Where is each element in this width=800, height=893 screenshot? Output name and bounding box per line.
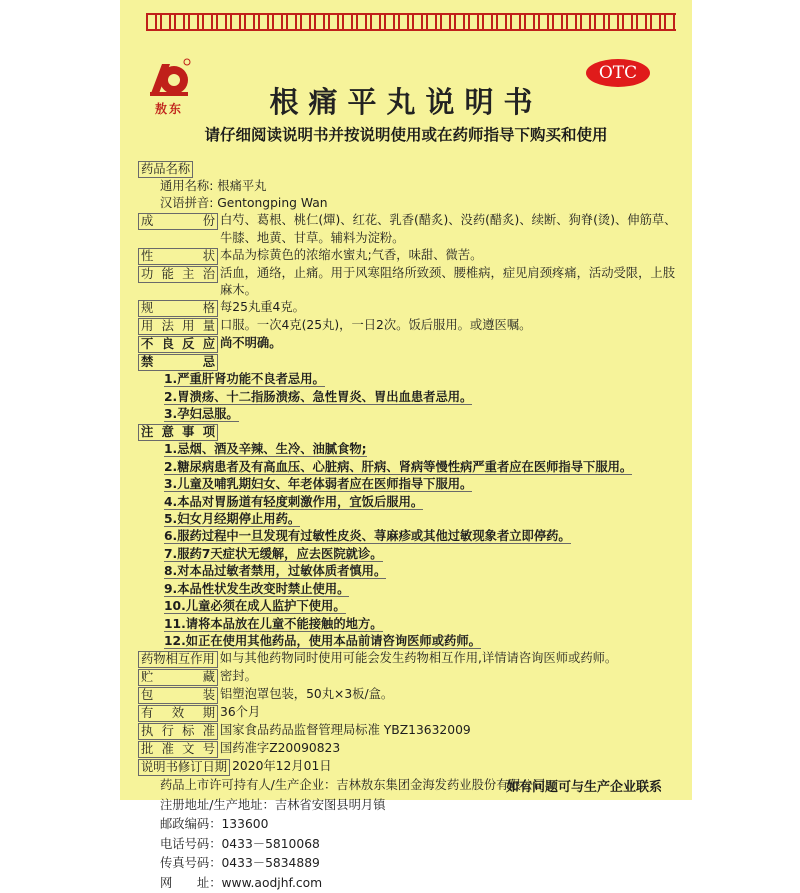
package-label: 包 装 — [138, 687, 218, 704]
list-item: 5.妇女月经期停止用药。 — [164, 512, 301, 527]
standard-label: 执行标准 — [138, 723, 218, 740]
appearance-value: 本品为棕黄色的浓缩水蜜丸;气香，味甜、微苦。 — [220, 247, 483, 262]
composition-label: 成 份 — [138, 213, 218, 230]
greek-key-border — [146, 13, 676, 31]
specification-row — [138, 299, 686, 317]
list-item: 6.服药过程中一旦发现有过敏性皮炎、荨麻疹或其他过敏现象者立即停药。 — [164, 529, 571, 544]
specification-value: 每25丸重4克。 — [220, 300, 305, 315]
indications-row — [138, 265, 686, 299]
precautions-label: 注意事项 — [138, 424, 218, 441]
interactions-value: 如与其他药物同时使用可能会发生药物相互作用,详情请咨询医师或药师。 — [219, 651, 618, 666]
revision-label: 说明书修订日期 — [138, 759, 230, 776]
company-fax: 传真号码：0433－5834889 — [160, 856, 320, 871]
adverse-row — [138, 335, 686, 353]
revision-row — [138, 758, 686, 776]
storage-label: 贮 藏 — [138, 669, 218, 686]
appearance-row — [138, 247, 686, 265]
common-name-value: 根痛平丸 — [217, 179, 267, 193]
approval-row — [138, 740, 686, 758]
adverse-label: 不良反应 — [138, 336, 218, 353]
pinyin-row — [138, 195, 686, 212]
list-item: 9.本品性状发生改变时禁止使用。 — [164, 581, 350, 596]
indications-value: 活血，通络，止痛。用于风寒阻络所致颈、腰椎病，症见肩颈疼痛，活动受限，上肢麻木。 — [220, 265, 675, 298]
leaflet-sheet — [120, 0, 692, 890]
adverse-value: 尚不明确。 — [220, 336, 282, 351]
composition-row — [138, 212, 686, 246]
approval-label: 批准文号 — [138, 741, 218, 758]
list-item: 12.如正在使用其他药品，使用本品前请咨询医师或药师。 — [164, 633, 481, 648]
list-item: 11.请将本品放在儿童不能接触的地方。 — [164, 616, 383, 631]
package-value: 铝塑泡罩包装，50丸×3板/盒。 — [220, 687, 394, 702]
list-item: 4.本品对胃肠道有轻度刺激作用，宜饭后服用。 — [164, 494, 424, 509]
otc-badge: OTC — [586, 59, 650, 87]
list-item: 1.忌烟、酒及辛辣、生冷、油腻食物; — [164, 442, 367, 457]
validity-label: 有效期 — [138, 705, 218, 722]
contraindications-label: 禁 忌 — [138, 354, 218, 371]
list-item: 10.儿童必须在成人监护下使用。 — [164, 599, 346, 614]
common-name-label: 通用名称: — [160, 179, 214, 193]
list-item: 1.严重肝肾功能不良者忌用。 — [164, 372, 325, 387]
company-address: 注册地址/生产地址：吉林省安图县明月镇 — [160, 797, 386, 812]
usage-value: 口服。一次4克(25丸)，一日2次。饭后服用。或遵医嘱。 — [220, 318, 532, 333]
interactions-label: 药物相互作用 — [138, 651, 218, 668]
pinyin-label: 汉语拼音: — [160, 196, 214, 211]
list-item: 2.糖尿病患者及有高血压、心脏病、肝病、肾病等慢性病严重者应在医师指导下服用。 — [164, 459, 633, 474]
company-phone: 电话号码：0433－5810068 — [160, 836, 320, 851]
list-item: 3.孕妇忌服。 — [164, 407, 239, 422]
company-postcode: 邮政编码：133600 — [160, 817, 269, 832]
subtitle: 请仔细阅读说明书并按说明使用或在药师指导下购买和使用 — [204, 126, 608, 144]
storage-row — [138, 668, 686, 686]
drug-name-label: 药品名称 — [138, 161, 193, 178]
revision-value: 2020年12月01日 — [232, 759, 332, 774]
appearance-label: 性 状 — [138, 248, 218, 265]
validity-row — [138, 704, 686, 722]
standard-value: 国家食品药品监督管理局标准 YBZ13632009 — [220, 723, 471, 738]
logo-text: 敖东 — [154, 102, 183, 116]
page-title: 根痛平丸说明书 — [269, 85, 543, 119]
list-item: 8.对本品过敏者禁用，过敏体质者慎用。 — [164, 564, 387, 579]
specification-label: 规 格 — [138, 300, 218, 317]
approval-value: 国药准字Z20090823 — [220, 741, 341, 756]
usage-label: 用法用量 — [138, 318, 218, 335]
composition-value: 白芍、葛根、桃仁(燀)、红花、乳香(醋炙)、没药(醋炙)、续断、狗脊(烫)、伸筋草、牛膝、地黄、甘草。辅料为淀粉。 — [220, 213, 677, 245]
list-item: 3.儿童及哺乳期妇女、年老体弱者应在医师指导下服用。 — [164, 477, 473, 492]
validity-value: 36个月 — [220, 705, 261, 720]
interactions-row — [138, 650, 686, 668]
standard-row — [138, 722, 686, 740]
company-website: 网 址：www.aodjhf.com — [160, 875, 323, 890]
list-item: 7.服药7天症状无缓解，应去医院就诊。 — [164, 546, 383, 561]
pinyin-value: Gentongping Wan — [217, 196, 328, 211]
common-name-row — [138, 178, 686, 195]
indications-label: 功能主治 — [138, 266, 218, 283]
precautions-row — [138, 423, 686, 441]
company-holder: 药品上市许可持有人/生产企业：吉林敖东集团金海发药业股份有限公司 — [160, 778, 546, 793]
usage-row — [138, 317, 686, 335]
list-item: 2.胃溃疡、十二指肠溃疡、急性胃炎、胃出血患者忌用。 — [164, 389, 473, 404]
footer-note: 如有问题可与生产企业联系 — [505, 780, 662, 795]
storage-value: 密封。 — [220, 669, 257, 684]
package-row — [138, 686, 686, 704]
contraindications-row — [138, 353, 686, 371]
